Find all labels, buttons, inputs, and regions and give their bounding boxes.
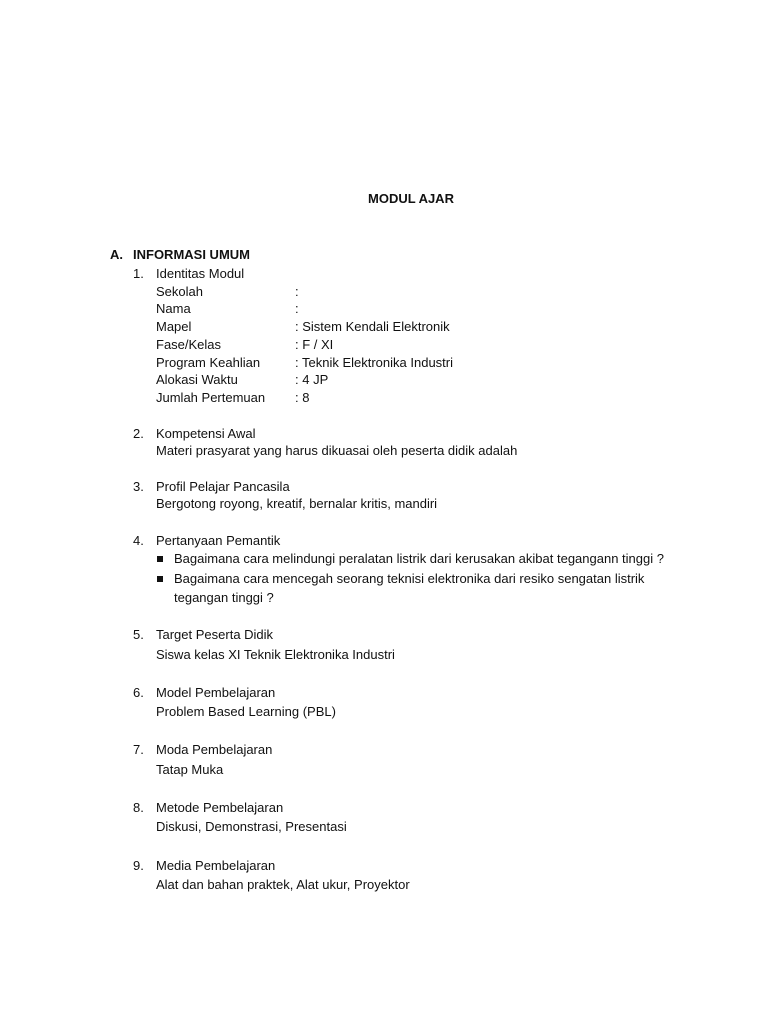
item-number: 8. [133, 800, 144, 815]
item-text: Materi prasyarat yang harus dikuasai oleh peserta didik adalah [156, 443, 518, 458]
bullet-text-continuation: tegangan tinggi ? [174, 590, 274, 605]
field-label-jumlah-pertemuan: Jumlah Pertemuan [156, 390, 266, 405]
item-text: Tatap Muka [156, 762, 224, 777]
bullet-icon [157, 556, 163, 562]
item-title: Kompetensi Awal [156, 426, 256, 441]
field-value-nama: : [295, 301, 299, 316]
field-value-program-keahlian: : Teknik Elektronika Industri [295, 355, 453, 370]
item-title: Metode Pembelajaran [156, 800, 284, 815]
document-title: MODUL AJAR [368, 191, 454, 206]
item-number: 6. [133, 685, 144, 700]
field-value-jumlah-pertemuan: : 8 [295, 390, 310, 405]
section-title: INFORMASI UMUM [133, 247, 250, 262]
item-title: Profil Pelajar Pancasila [156, 479, 290, 494]
section-letter: A. [110, 247, 123, 262]
item-number: 1. [133, 266, 144, 281]
item-number: 9. [133, 858, 144, 873]
field-label-sekolah: Sekolah [156, 284, 203, 299]
field-label-program-keahlian: Program Keahlian [156, 355, 261, 370]
item-number: 4. [133, 533, 144, 548]
field-value-fase-kelas: : F / XI [295, 337, 334, 352]
field-label-alokasi-waktu: Alokasi Waktu [156, 372, 238, 387]
item-text: Bergotong royong, kreatif, bernalar kritis, mandiri [156, 496, 438, 511]
item-number: 2. [133, 426, 144, 441]
item-text: Problem Based Learning (PBL) [156, 704, 336, 719]
item-number: 7. [133, 742, 144, 757]
item-title: Pertanyaan Pemantik [156, 533, 281, 548]
item-title: Media Pembelajaran [156, 858, 276, 873]
field-value-sekolah: : [295, 284, 299, 299]
item-number: 3. [133, 479, 144, 494]
item-title: Model Pembelajaran [156, 685, 276, 700]
item-title: Target Peserta Didik [156, 627, 274, 642]
bullet-text: Bagaimana cara melindungi peralatan listrik dari kerusakan akibat tegangann tinggi ? [174, 551, 664, 566]
item-text: Siswa kelas XI Teknik Elektronika Industri [156, 647, 395, 662]
field-value-mapel: : Sistem Kendali Elektronik [295, 319, 450, 334]
item-number: 5. [133, 627, 144, 642]
item-text: Alat dan bahan praktek, Alat ukur, Proyektor [156, 877, 410, 892]
field-value-alokasi-waktu: : 4 JP [295, 372, 329, 387]
section-heading [110, 246, 250, 264]
field-label-mapel: Mapel [156, 319, 192, 334]
field-label-fase-kelas: Fase/Kelas [156, 337, 222, 352]
item-text: Diskusi, Demonstrasi, Presentasi [156, 819, 347, 834]
bullet-text: Bagaimana cara mencegah seorang teknisi elektronika dari resiko sengatan listrik [174, 571, 645, 586]
item-title: Moda Pembelajaran [156, 742, 273, 757]
field-label-nama: Nama [156, 301, 191, 316]
item-title: Identitas Modul [156, 266, 245, 281]
bullet-icon [157, 576, 163, 582]
